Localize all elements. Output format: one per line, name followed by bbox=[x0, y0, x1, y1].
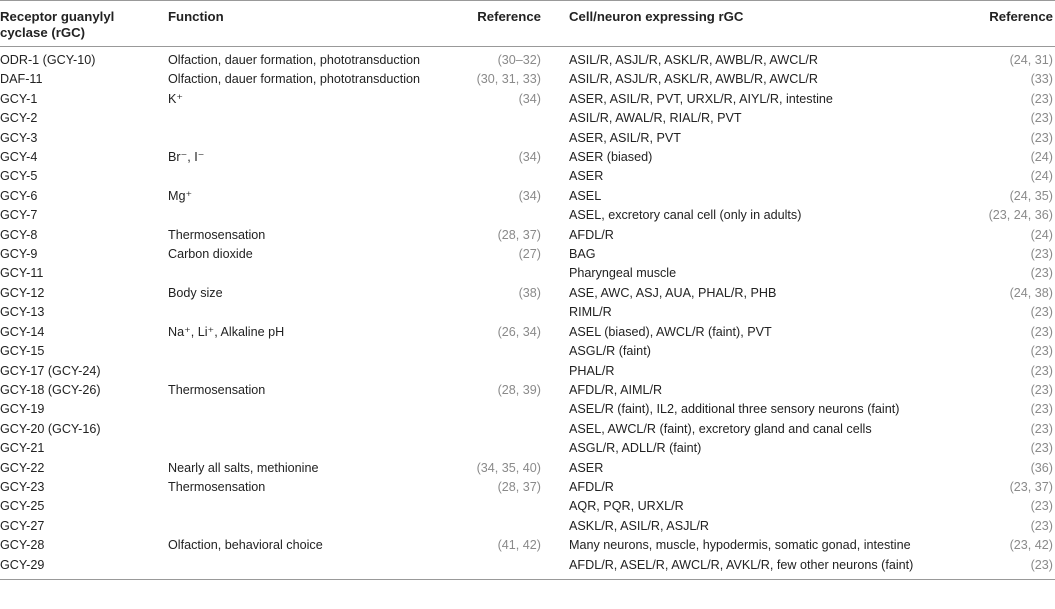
table-row bbox=[0, 497, 1055, 516]
reference-cell-2: (24) bbox=[1030, 150, 1053, 165]
reference-cell-2: (23) bbox=[1030, 324, 1053, 339]
table-row bbox=[0, 70, 1055, 89]
expressing-cell: AQR, PQR, URXL/R bbox=[569, 499, 684, 514]
reference-cell: (34, 35, 40) bbox=[476, 460, 541, 475]
receptor-cell: GCY-9 bbox=[0, 247, 38, 262]
reference-cell: (30–32) bbox=[497, 53, 541, 67]
receptor-cell: GCY-22 bbox=[0, 460, 45, 475]
expressing-cell: ASEL, excretory canal cell (only in adults) bbox=[569, 208, 802, 223]
receptor-cell: GCY-20 (GCY-16) bbox=[0, 421, 101, 436]
function-cell: Body size bbox=[168, 285, 223, 300]
reference-cell bbox=[430, 167, 560, 186]
table-body bbox=[0, 47, 1055, 580]
receptor-cell: GCY-21 bbox=[0, 441, 45, 456]
reference-cell-2: (23) bbox=[1030, 344, 1053, 359]
reference-cell: (26, 34) bbox=[497, 324, 541, 339]
table-row bbox=[0, 439, 1055, 458]
table-row bbox=[0, 362, 1055, 381]
expressing-cell: AFDL/R bbox=[569, 479, 614, 494]
function-cell bbox=[168, 109, 430, 128]
reference-cell: (38) bbox=[518, 285, 541, 300]
reference-cell: (28, 37) bbox=[497, 479, 541, 494]
expressing-cell: ASEL/R (faint), IL2, additional three sensory neurons (faint) bbox=[569, 402, 900, 417]
reference-cell: (34) bbox=[518, 188, 541, 203]
expressing-cell: PHAL/R bbox=[569, 363, 615, 378]
expressing-cell: AFDL/R bbox=[569, 227, 614, 242]
function-cell: Carbon dioxide bbox=[168, 247, 253, 262]
reference-cell bbox=[430, 439, 560, 458]
expressing-cell: Many neurons, muscle, hypodermis, somatic gonad, intestine bbox=[569, 538, 911, 553]
reference-cell-2: (33) bbox=[1030, 72, 1053, 87]
receptor-cell: GCY-13 bbox=[0, 305, 45, 320]
expressing-cell: ASER, ASIL/R, PVT bbox=[569, 130, 681, 145]
expressing-cell: ASEL (biased), AWCL/R (faint), PVT bbox=[569, 324, 772, 339]
table-row bbox=[0, 47, 1055, 71]
reference-cell-2: (23) bbox=[1030, 382, 1053, 397]
receptor-cell: GCY-28 bbox=[0, 538, 45, 553]
table-row bbox=[0, 478, 1055, 497]
reference-cell: (41, 42) bbox=[497, 538, 541, 553]
reference-cell: (28, 37) bbox=[497, 227, 541, 242]
function-cell bbox=[168, 167, 430, 186]
reference-cell-2: (23) bbox=[1030, 247, 1053, 262]
function-cell bbox=[168, 420, 430, 439]
receptor-cell: GCY-27 bbox=[0, 518, 45, 533]
header-row bbox=[0, 1, 1055, 47]
reference-cell bbox=[430, 556, 560, 580]
function-cell bbox=[168, 556, 430, 580]
table-row bbox=[0, 303, 1055, 322]
header-reference: Reference bbox=[477, 9, 541, 24]
reference-cell-2: (24) bbox=[1030, 227, 1053, 242]
reference-cell-2: (23) bbox=[1030, 305, 1053, 320]
table-row bbox=[0, 420, 1055, 439]
reference-cell-2: (23) bbox=[1030, 91, 1053, 106]
table-row bbox=[0, 323, 1055, 342]
reference-cell bbox=[430, 342, 560, 361]
expressing-cell: ASER bbox=[569, 460, 604, 475]
reference-cell-2: (24, 38) bbox=[1009, 285, 1053, 300]
table-row bbox=[0, 226, 1055, 245]
reference-cell bbox=[430, 129, 560, 148]
receptor-cell: GCY-29 bbox=[0, 557, 45, 572]
reference-cell-2: (23) bbox=[1030, 111, 1053, 126]
table-row bbox=[0, 400, 1055, 419]
expressing-cell: ASGL/R, ADLL/R (faint) bbox=[569, 441, 702, 456]
table-row bbox=[0, 381, 1055, 400]
expressing-cell: AFDL/R, AIML/R bbox=[569, 382, 663, 397]
function-cell bbox=[168, 303, 430, 322]
table-row bbox=[0, 129, 1055, 148]
function-cell: Thermosensation bbox=[168, 479, 266, 494]
expressing-cell: ASKL/R, ASIL/R, ASJL/R bbox=[569, 518, 709, 533]
table-row bbox=[0, 284, 1055, 303]
function-cell bbox=[168, 497, 430, 516]
function-cell: Olfaction, dauer formation, phototransduction bbox=[168, 72, 421, 87]
table-row bbox=[0, 459, 1055, 478]
reference-cell-2: (23) bbox=[1030, 421, 1053, 436]
header-cell: Cell/neuron expressing rGC bbox=[569, 9, 744, 24]
reference-cell bbox=[430, 517, 560, 536]
table-row bbox=[0, 342, 1055, 361]
reference-cell-2: (24) bbox=[1030, 169, 1053, 184]
function-cell: Nearly all salts, methionine bbox=[168, 460, 319, 475]
expressing-cell: AFDL/R, ASEL/R, AWCL/R, AVKL/R, few other neurons (faint) bbox=[569, 557, 914, 572]
receptor-cell: GCY-2 bbox=[0, 111, 38, 126]
expressing-cell: ASIL/R, ASJL/R, ASKL/R, AWBL/R, AWCL/R bbox=[569, 72, 818, 87]
function-cell bbox=[168, 439, 430, 458]
reference-cell-2: (23) bbox=[1030, 130, 1053, 145]
expressing-cell: ASER bbox=[569, 169, 604, 184]
function-cell: Br⁻, I⁻ bbox=[168, 150, 205, 165]
table-row bbox=[0, 245, 1055, 264]
reference-cell bbox=[430, 206, 560, 225]
table-row bbox=[0, 264, 1055, 283]
expressing-cell: ASIL/R, ASJL/R, ASKL/R, AWBL/R, AWCL/R bbox=[569, 53, 818, 67]
expressing-cell: ASGL/R (faint) bbox=[569, 344, 651, 359]
header-function: Function bbox=[168, 9, 224, 24]
function-cell: Na⁺, Li⁺, Alkaline pH bbox=[168, 324, 285, 339]
function-cell: Olfaction, behavioral choice bbox=[168, 538, 323, 553]
function-cell: Thermosensation bbox=[168, 382, 266, 397]
expressing-cell: ASER (biased) bbox=[569, 150, 653, 165]
expressing-cell: ASE, AWC, ASJ, AUA, PHAL/R, PHB bbox=[569, 285, 777, 300]
reference-cell-2: (23) bbox=[1030, 266, 1053, 281]
reference-cell bbox=[430, 362, 560, 381]
header-receptor: Receptor guanylyl cyclase (rGC) bbox=[0, 9, 115, 40]
reference-cell-2: (23) bbox=[1030, 441, 1053, 456]
table-row bbox=[0, 206, 1055, 225]
function-cell bbox=[168, 264, 430, 283]
reference-cell bbox=[430, 420, 560, 439]
function-cell bbox=[168, 206, 430, 225]
function-cell: K⁺ bbox=[168, 91, 184, 106]
receptor-cell: DAF-11 bbox=[0, 72, 43, 87]
table-row bbox=[0, 187, 1055, 206]
function-cell: Mg⁺ bbox=[168, 188, 193, 203]
expressing-cell: BAG bbox=[569, 247, 596, 262]
reference-cell: (30, 31, 33) bbox=[476, 72, 541, 87]
receptor-cell: GCY-8 bbox=[0, 227, 38, 242]
receptor-cell: GCY-4 bbox=[0, 150, 38, 165]
receptor-cell: GCY-17 (GCY-24) bbox=[0, 363, 101, 378]
reference-cell: (34) bbox=[518, 150, 541, 165]
reference-cell-2: (23) bbox=[1030, 402, 1053, 417]
receptor-cell: GCY-5 bbox=[0, 169, 38, 184]
reference-cell-2: (23) bbox=[1030, 363, 1053, 378]
expressing-cell: ASIL/R, AWAL/R, RIAL/R, PVT bbox=[569, 111, 742, 126]
receptor-cell: GCY-15 bbox=[0, 344, 45, 359]
table-row bbox=[0, 90, 1055, 109]
function-cell bbox=[168, 362, 430, 381]
receptor-cell: GCY-23 bbox=[0, 479, 45, 494]
reference-cell-2: (24, 31) bbox=[1009, 53, 1053, 67]
function-cell bbox=[168, 517, 430, 536]
expressing-cell: ASEL, AWCL/R (faint), excretory gland and canal cells bbox=[569, 421, 872, 436]
receptor-cell: GCY-11 bbox=[0, 266, 44, 281]
reference-cell bbox=[430, 264, 560, 283]
receptor-cell: GCY-18 (GCY-26) bbox=[0, 382, 101, 397]
reference-cell: (34) bbox=[518, 91, 541, 106]
receptor-cell: ODR-1 (GCY-10) bbox=[0, 53, 96, 67]
expressing-cell: RIML/R bbox=[569, 305, 612, 320]
reference-cell-2: (23) bbox=[1030, 499, 1053, 514]
expressing-cell: ASEL bbox=[569, 188, 602, 203]
table-row bbox=[0, 517, 1055, 536]
expressing-cell: Pharyngeal muscle bbox=[569, 266, 677, 281]
function-cell bbox=[168, 129, 430, 148]
receptor-cell: GCY-14 bbox=[0, 324, 45, 339]
reference-cell-2: (24, 35) bbox=[1009, 188, 1053, 203]
reference-cell bbox=[430, 303, 560, 322]
reference-cell-2: (23, 42) bbox=[1009, 538, 1053, 553]
table-row bbox=[0, 109, 1055, 128]
table-row bbox=[0, 167, 1055, 186]
receptor-cell: GCY-19 bbox=[0, 402, 45, 417]
receptor-cell: GCY-6 bbox=[0, 188, 38, 203]
reference-cell-2: (23, 37) bbox=[1009, 479, 1053, 494]
receptor-cell: GCY-7 bbox=[0, 208, 38, 223]
reference-cell: (28, 39) bbox=[497, 382, 541, 397]
receptor-cell: GCY-25 bbox=[0, 499, 45, 514]
reference-cell bbox=[430, 109, 560, 128]
reference-cell bbox=[430, 400, 560, 419]
receptor-cell: GCY-12 bbox=[0, 285, 45, 300]
function-cell: Thermosensation bbox=[168, 227, 266, 242]
receptor-cell: GCY-1 bbox=[0, 91, 38, 106]
reference-cell bbox=[430, 497, 560, 516]
function-cell bbox=[168, 342, 430, 361]
reference-cell-2: (23) bbox=[1030, 557, 1053, 572]
table-row bbox=[0, 556, 1055, 580]
table-row bbox=[0, 148, 1055, 167]
function-cell: Olfaction, dauer formation, phototransduction bbox=[168, 53, 421, 67]
header-reference-2: Reference bbox=[989, 9, 1053, 24]
reference-cell: (27) bbox=[518, 247, 541, 262]
reference-cell-2: (36) bbox=[1030, 460, 1053, 475]
reference-cell-2: (23) bbox=[1030, 518, 1053, 533]
table-row bbox=[0, 536, 1055, 555]
receptor-cell: GCY-3 bbox=[0, 130, 38, 145]
reference-cell-2: (23, 24, 36) bbox=[988, 208, 1053, 223]
function-cell bbox=[168, 400, 430, 419]
expressing-cell: ASER, ASIL/R, PVT, URXL/R, AIYL/R, intestine bbox=[569, 91, 833, 106]
